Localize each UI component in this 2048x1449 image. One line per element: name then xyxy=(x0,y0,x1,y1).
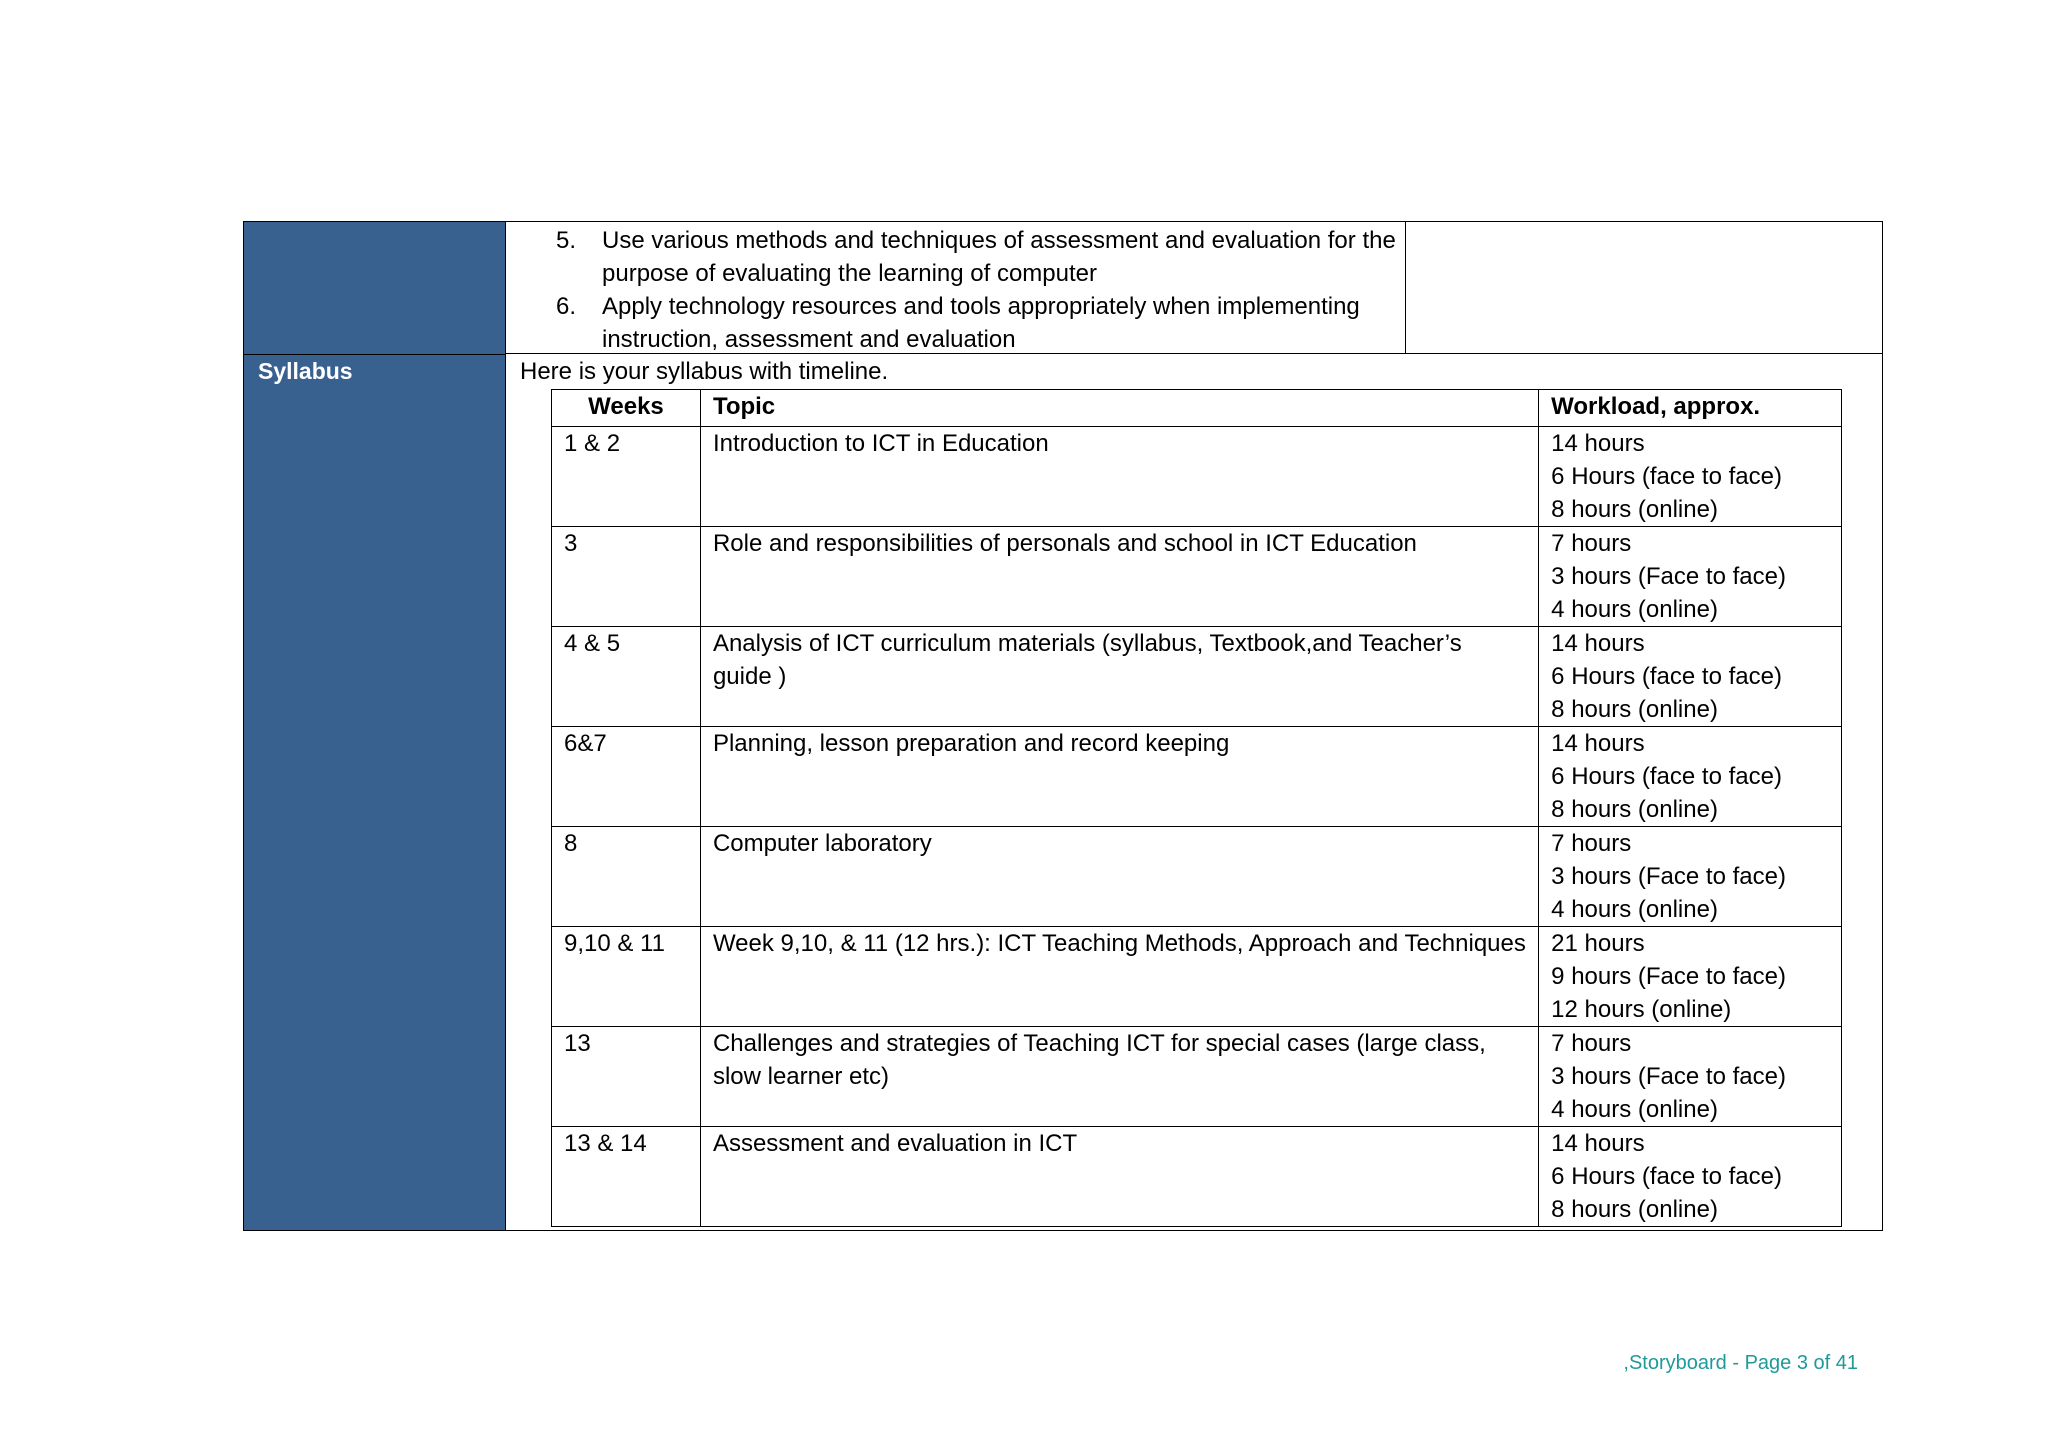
cell-weeks: 1 & 2 xyxy=(552,427,701,527)
table-row xyxy=(552,827,1842,927)
syllabus-intro: Here is your syllabus with timeline. xyxy=(520,358,889,385)
cell-topic: Introduction to ICT in Education xyxy=(700,427,1538,527)
cell-weeks: 13 xyxy=(552,1027,701,1127)
header-topic: Topic xyxy=(700,390,1538,427)
cell-weeks: 8 xyxy=(552,827,701,927)
course-table xyxy=(243,221,1883,1231)
workload-line: 8 hours (online) xyxy=(1551,496,1718,523)
objective-item xyxy=(556,224,1396,290)
workload-line: 7 hours xyxy=(1551,830,1632,857)
cell-workload xyxy=(1539,527,1842,627)
workload-line: 14 hours xyxy=(1551,630,1645,657)
table-row xyxy=(552,1127,1842,1227)
header-weeks: Weeks xyxy=(552,390,701,427)
table-row xyxy=(552,927,1842,1027)
workload-line: 3 hours (Face to face) xyxy=(1551,1063,1786,1090)
table-row xyxy=(552,727,1842,827)
workload-line: 6 Hours (face to face) xyxy=(1551,463,1782,490)
workload-line: 8 hours (online) xyxy=(1551,696,1718,723)
workload-line: 7 hours xyxy=(1551,530,1632,557)
workload-line: 14 hours xyxy=(1551,430,1645,457)
workload-line: 21 hours xyxy=(1551,930,1645,957)
cell-topic: Role and responsibilities of personals and school in ICT Education xyxy=(700,527,1538,627)
cell-topic: Computer laboratory xyxy=(700,827,1538,927)
main-column xyxy=(506,222,1882,1230)
workload-line: 12 hours (online) xyxy=(1551,996,1732,1023)
objective-text: Use various methods and techniques of assessment and evaluation for the purpose of evaluating the learning of computer xyxy=(602,227,1396,287)
objectives-cell xyxy=(506,222,1406,353)
workload-line: 8 hours (online) xyxy=(1551,1196,1718,1223)
cell-topic: Assessment and evaluation in ICT xyxy=(700,1127,1538,1227)
cell-workload xyxy=(1539,827,1842,927)
cell-weeks: 6&7 xyxy=(552,727,701,827)
page-footer: ,Storyboard - Page 3 of 41 xyxy=(1623,1352,1858,1374)
sidebar-column xyxy=(244,222,506,1230)
table-row xyxy=(552,1027,1842,1127)
objectives-row xyxy=(506,222,1882,354)
workload-line: 14 hours xyxy=(1551,730,1645,757)
workload-line: 4 hours (online) xyxy=(1551,596,1718,623)
cell-workload xyxy=(1539,427,1842,527)
workload-line: 6 Hours (face to face) xyxy=(1551,763,1782,790)
table-row xyxy=(552,427,1842,527)
cell-workload xyxy=(1539,1027,1842,1127)
objective-text: Apply technology resources and tools appropriately when implementing instruction, assessment and evaluation xyxy=(602,293,1360,353)
workload-line: 3 hours (Face to face) xyxy=(1551,863,1786,890)
workload-line: 8 hours (online) xyxy=(1551,796,1718,823)
syllabus-table xyxy=(551,389,1842,1227)
workload-line: 9 hours (Face to face) xyxy=(1551,963,1786,990)
cell-weeks: 4 & 5 xyxy=(552,627,701,727)
header-workload: Workload, approx. xyxy=(1539,390,1842,427)
workload-line: 14 hours xyxy=(1551,1130,1645,1157)
workload-line: 4 hours (online) xyxy=(1551,896,1718,923)
table-row xyxy=(552,527,1842,627)
cell-weeks: 13 & 14 xyxy=(552,1127,701,1227)
workload-line: 7 hours xyxy=(1551,1030,1632,1057)
cell-topic: Planning, lesson preparation and record keeping xyxy=(700,727,1538,827)
cell-workload xyxy=(1539,1127,1842,1227)
workload-line: 6 Hours (face to face) xyxy=(1551,663,1782,690)
workload-line: 3 hours (Face to face) xyxy=(1551,563,1786,590)
objective-item xyxy=(556,290,1396,356)
objective-number: 6. xyxy=(556,293,577,320)
objective-number: 5. xyxy=(556,227,577,254)
workload-line: 6 Hours (face to face) xyxy=(1551,1163,1782,1190)
sidebar-divider xyxy=(244,354,505,355)
table-header-row xyxy=(552,390,1842,427)
table-row xyxy=(552,627,1842,727)
cell-weeks: 9,10 & 11 xyxy=(552,927,701,1027)
cell-topic: Challenges and strategies of Teaching ICT for special cases (large class, slow learner etc) xyxy=(700,1027,1538,1127)
workload-line: 4 hours (online) xyxy=(1551,1096,1718,1123)
cell-workload xyxy=(1539,727,1842,827)
cell-workload xyxy=(1539,627,1842,727)
cell-workload xyxy=(1539,927,1842,1027)
syllabus-label: Syllabus xyxy=(258,358,353,384)
cell-topic: Analysis of ICT curriculum materials (syllabus, Textbook,and Teacher’s guide ) xyxy=(700,627,1538,727)
cell-topic: Week 9,10, & 11 (12 hrs.): ICT Teaching Methods, Approach and Techniques xyxy=(700,927,1538,1027)
cell-weeks: 3 xyxy=(552,527,701,627)
